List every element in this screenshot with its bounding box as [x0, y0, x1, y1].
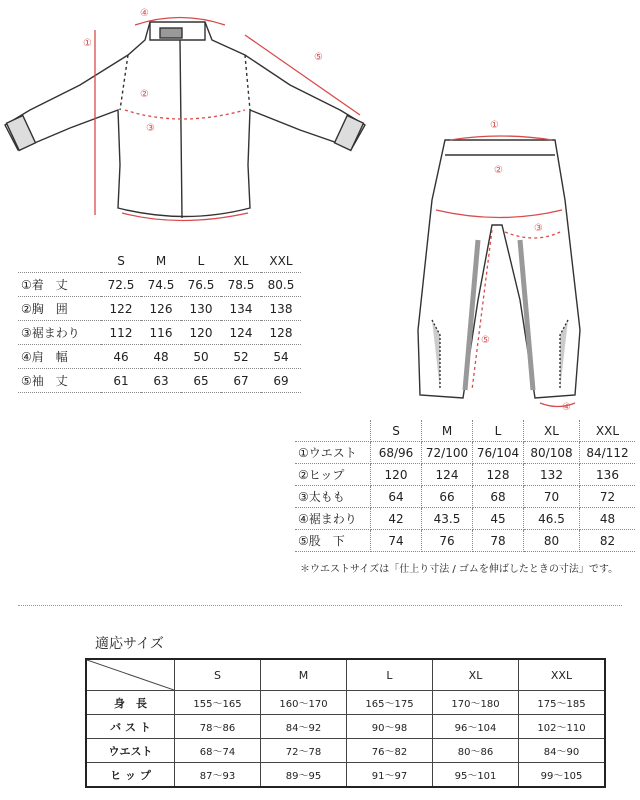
cell-value: 124 — [221, 321, 261, 345]
pants-marker-3: ③ — [534, 223, 543, 234]
cell-value: 48 — [141, 345, 181, 369]
cell-value: 89〜95 — [261, 763, 347, 788]
row-label: ④裾まわり — [295, 508, 371, 530]
jacket-size-header: S — [101, 250, 141, 273]
pants-marker-4: ④ — [562, 402, 571, 413]
cell-value: 54 — [261, 345, 301, 369]
table-row — [295, 486, 635, 508]
cell-value: 80.5 — [261, 273, 301, 297]
waist-note: ＊ウエストサイズは「仕上り寸法 / ゴムを伸ばしたときの寸法」です。 — [300, 564, 619, 575]
cell-value: 72〜78 — [261, 739, 347, 763]
table-row — [295, 464, 635, 486]
cell-value: 72/100 — [422, 442, 473, 464]
cell-value: 134 — [221, 297, 261, 321]
table-row — [295, 508, 635, 530]
cell-value: 64 — [371, 486, 422, 508]
cell-value: 87〜93 — [175, 763, 261, 788]
cell-value: 160〜170 — [261, 691, 347, 715]
cell-value: 46.5 — [524, 508, 580, 530]
table-row — [295, 442, 635, 464]
cell-value: 91〜97 — [347, 763, 433, 788]
cell-value: 48 — [580, 508, 636, 530]
jacket-size-table — [18, 250, 301, 393]
jacket-chest-line — [125, 110, 245, 119]
row-label: ⑤袖 丈 — [18, 369, 101, 393]
cell-value: 68/96 — [371, 442, 422, 464]
fit-size-header: XL — [433, 659, 519, 691]
fit-size-header: L — [347, 659, 433, 691]
pants-size-header: XL — [524, 420, 580, 442]
jacket-zipper — [180, 40, 182, 218]
cell-value: 120 — [181, 321, 221, 345]
cell-value: 84/112 — [580, 442, 636, 464]
cell-value: 128 — [473, 464, 524, 486]
pants-size-header: L — [473, 420, 524, 442]
cell-value: 78 — [473, 530, 524, 552]
row-label: ③裾まわり — [18, 321, 101, 345]
cell-value: 43.5 — [422, 508, 473, 530]
cell-value: 136 — [580, 464, 636, 486]
row-label: 身 長 — [86, 691, 175, 715]
cell-value: 84〜92 — [261, 715, 347, 739]
cell-value: 65 — [181, 369, 221, 393]
cell-value: 116 — [141, 321, 181, 345]
pants-thigh-line — [505, 232, 560, 238]
section-divider — [18, 605, 622, 606]
jacket-marker-5: ⑤ — [314, 52, 323, 63]
pants-marker-5: ⑤ — [481, 335, 490, 346]
cell-value: 45 — [473, 508, 524, 530]
row-label: ⑤股 下 — [295, 530, 371, 552]
table-row — [18, 297, 301, 321]
table-row — [86, 739, 605, 763]
cell-value: 50 — [181, 345, 221, 369]
table-row — [18, 321, 301, 345]
cell-value: 82 — [580, 530, 636, 552]
cell-value: 99〜105 — [519, 763, 606, 788]
cell-value: 138 — [261, 297, 301, 321]
cell-value: 122 — [101, 297, 141, 321]
jacket-size-header: M — [141, 250, 181, 273]
cell-value: 68 — [473, 486, 524, 508]
cell-value: 61 — [101, 369, 141, 393]
cell-value: 126 — [141, 297, 181, 321]
cell-value: 67 — [221, 369, 261, 393]
row-label: ②ヒップ — [295, 464, 371, 486]
jacket-marker-4: ④ — [140, 8, 149, 19]
pants-hip-line — [436, 210, 562, 218]
cell-value: 52 — [221, 345, 261, 369]
row-label: ④肩 幅 — [18, 345, 101, 369]
cell-value: 170〜180 — [433, 691, 519, 715]
table-row — [86, 763, 605, 788]
fit-size-header: XXL — [519, 659, 606, 691]
pants-marker-1: ① — [490, 120, 499, 131]
pants-size-header: M — [422, 420, 473, 442]
cell-value: 80 — [524, 530, 580, 552]
pants-marker-2: ② — [494, 165, 503, 176]
cell-value: 80〜86 — [433, 739, 519, 763]
cell-value: 74.5 — [141, 273, 181, 297]
cell-value: 78〜86 — [175, 715, 261, 739]
diagonal-header-cell — [86, 659, 175, 691]
cell-value: 76〜82 — [347, 739, 433, 763]
fit-size-table — [85, 658, 606, 788]
cell-value: 112 — [101, 321, 141, 345]
table-row — [86, 715, 605, 739]
cell-value: 130 — [181, 297, 221, 321]
cell-value: 70 — [524, 486, 580, 508]
row-label: バ ス ト — [86, 715, 175, 739]
jacket-size-header: XXL — [261, 250, 301, 273]
fit-size-title: 適応サイズ — [95, 636, 164, 652]
pants-size-header: XXL — [580, 420, 636, 442]
jacket-marker-1: ① — [83, 38, 92, 49]
fit-size-header: S — [175, 659, 261, 691]
row-label: ①ウエスト — [295, 442, 371, 464]
cell-value: 80/108 — [524, 442, 580, 464]
table-row — [295, 530, 635, 552]
cell-value: 69 — [261, 369, 301, 393]
table-row — [18, 369, 301, 393]
jacket-size-header: XL — [221, 250, 261, 273]
cell-value: 95〜101 — [433, 763, 519, 788]
cell-value: 42 — [371, 508, 422, 530]
pants-size-header: S — [371, 420, 422, 442]
cell-value: 66 — [422, 486, 473, 508]
table-row — [18, 345, 301, 369]
cell-value: 76.5 — [181, 273, 221, 297]
row-label: ②胸 囲 — [18, 297, 101, 321]
cell-value: 120 — [371, 464, 422, 486]
jacket-marker-3: ③ — [146, 123, 155, 134]
cell-value: 76 — [422, 530, 473, 552]
cell-value: 96〜104 — [433, 715, 519, 739]
cell-value: 68〜74 — [175, 739, 261, 763]
row-label: ①着 丈 — [18, 273, 101, 297]
cell-value: 124 — [422, 464, 473, 486]
row-label: ウエスト — [86, 739, 175, 763]
table-row — [18, 273, 301, 297]
cell-value: 132 — [524, 464, 580, 486]
pants-outline — [418, 140, 580, 398]
cell-value: 128 — [261, 321, 301, 345]
cell-value: 76/104 — [473, 442, 524, 464]
cell-value: 84〜90 — [519, 739, 606, 763]
cell-value: 175〜185 — [519, 691, 606, 715]
cell-value: 102〜110 — [519, 715, 606, 739]
row-label: ヒ ッ プ — [86, 763, 175, 788]
row-label: ③太もも — [295, 486, 371, 508]
cell-value: 72 — [580, 486, 636, 508]
cell-value: 63 — [141, 369, 181, 393]
cell-value: 72.5 — [101, 273, 141, 297]
cell-value: 46 — [101, 345, 141, 369]
cell-value: 165〜175 — [347, 691, 433, 715]
jacket-sleeve-line — [245, 35, 360, 115]
cell-value: 90〜98 — [347, 715, 433, 739]
jacket-marker-2: ② — [140, 89, 149, 100]
cell-value: 74 — [371, 530, 422, 552]
cell-value: 155〜165 — [175, 691, 261, 715]
fit-size-header: M — [261, 659, 347, 691]
diagonal-line — [87, 660, 174, 690]
cell-value: 78.5 — [221, 273, 261, 297]
pants-size-table — [295, 420, 635, 552]
jacket-size-header: L — [181, 250, 221, 273]
table-row — [86, 691, 605, 715]
